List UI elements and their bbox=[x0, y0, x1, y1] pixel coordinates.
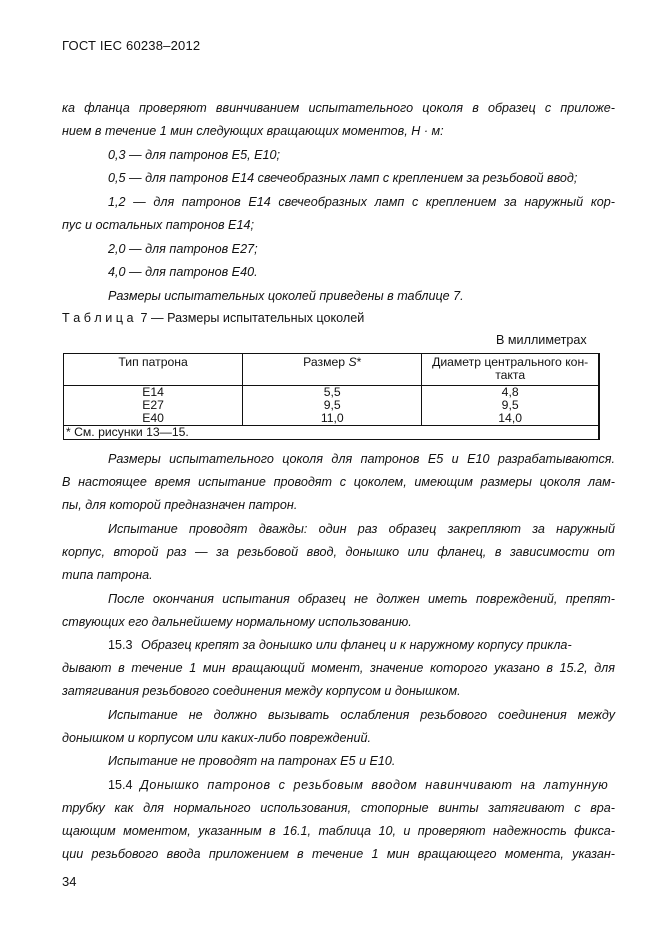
text-line: Донышко патронов с резьбовым вводом навинчивают на латунную bbox=[140, 778, 609, 792]
section-15-4 bbox=[108, 777, 608, 793]
table-cell: 5,5 bbox=[243, 386, 422, 400]
column-header: Диаметр центрального кон- такта bbox=[422, 354, 599, 386]
text-line: щающим моментом, указанным в 16.1, таблица 10, и проверяют надежность фикса- bbox=[62, 824, 615, 838]
text-line: Образец крепят за донышко или фланец и к наружному корпусу прикла- bbox=[141, 638, 572, 652]
text-line: затягивания резьбового соединения между корпусом и донышком. bbox=[62, 684, 461, 698]
table-cell: Е27 bbox=[64, 399, 243, 412]
table-row bbox=[64, 412, 600, 426]
text-line: ствующих его дальнейшему нормальному использованию. bbox=[62, 615, 412, 629]
table-7 bbox=[63, 353, 600, 440]
column-header: Тип патрона bbox=[64, 354, 243, 386]
table-cell: Е14 bbox=[64, 386, 243, 400]
table-title: Т а б л и ц а 7 — Размеры испытательных цоколей bbox=[62, 311, 365, 325]
list-item: 0,3 — для патронов Е5, Е10; bbox=[108, 148, 280, 162]
document-header: ГОСТ IEC 60238–2012 bbox=[62, 38, 201, 53]
text-line: корпус, второй раз — за резьбовой ввод, донышко или фланец, в зависимости от bbox=[62, 545, 615, 559]
table-cell: 9,5 bbox=[422, 399, 599, 412]
text-line: Испытание не проводят на патронах Е5 и Е10. bbox=[108, 754, 396, 768]
text-line: В настоящее время испытание проводят с цоколем, имеющим размеры цоколя лам- bbox=[62, 475, 615, 489]
text-line: Испытание проводят дважды: один раз образец закрепляют за наружный bbox=[108, 522, 615, 536]
text-line: ции резьбового ввода приложением в течение 1 мин вращающего момента, указан- bbox=[62, 847, 615, 861]
list-item: 0,5 — для патронов Е14 свечеобразных ламп с креплением за резьбовой ввод; bbox=[108, 171, 578, 185]
text-line: дывают в течение 1 мин вращающий момент, значение которого указано в 15.2, для bbox=[62, 661, 615, 675]
text-line: После окончания испытания образец не должен иметь повреждений, препят- bbox=[108, 592, 615, 606]
text-line: донышком и корпусом или каких-либо повреждений. bbox=[62, 731, 371, 745]
table-units: В миллиметрах bbox=[496, 333, 587, 347]
list-item: 4,0 — для патронов Е40. bbox=[108, 265, 258, 279]
text-line: типа патрона. bbox=[62, 568, 153, 582]
list-item: 2,0 — для патронов Е27; bbox=[108, 242, 258, 256]
table-cell: 4,8 bbox=[422, 386, 599, 400]
table-row bbox=[64, 386, 600, 400]
section-15-3 bbox=[108, 637, 615, 653]
section-number: 15.4 bbox=[108, 778, 133, 792]
text-line: Размеры испытательного цоколя для патронов Е5 и Е10 разрабатываются. bbox=[108, 452, 615, 466]
text-line: Испытание не должно вызывать ослабления резьбового соединения между bbox=[108, 708, 615, 722]
text-line: ка фланца проверяют ввинчиванием испытательного цоколя в образец с приложе- bbox=[62, 101, 615, 115]
table-cell: 14,0 bbox=[422, 412, 599, 426]
table-cell: 9,5 bbox=[243, 399, 422, 412]
list-item: пус и остальных патронов Е14; bbox=[62, 218, 254, 232]
text-line: трубку как для нормального использования, стопорные винты затягивают с вра- bbox=[62, 801, 615, 815]
table-cell: 11,0 bbox=[243, 412, 422, 426]
text-line: пы, для которой предназначен патрон. bbox=[62, 498, 298, 512]
page-number: 34 bbox=[62, 874, 77, 889]
text-line: нием в течение 1 мин следующих вращающих моментов, Н · м: bbox=[62, 124, 444, 138]
list-item: 1,2 — для патронов Е14 свечеобразных ламп с креплением за наружный кор- bbox=[108, 195, 615, 209]
table-cell: Е40 bbox=[64, 412, 243, 426]
column-header: Размер S* bbox=[243, 354, 422, 386]
text-line: Размеры испытательных цоколей приведены в таблице 7. bbox=[108, 289, 464, 303]
table-footnote: * См. рисунки 13—15. bbox=[64, 426, 600, 440]
section-number: 15.3 bbox=[108, 638, 133, 652]
